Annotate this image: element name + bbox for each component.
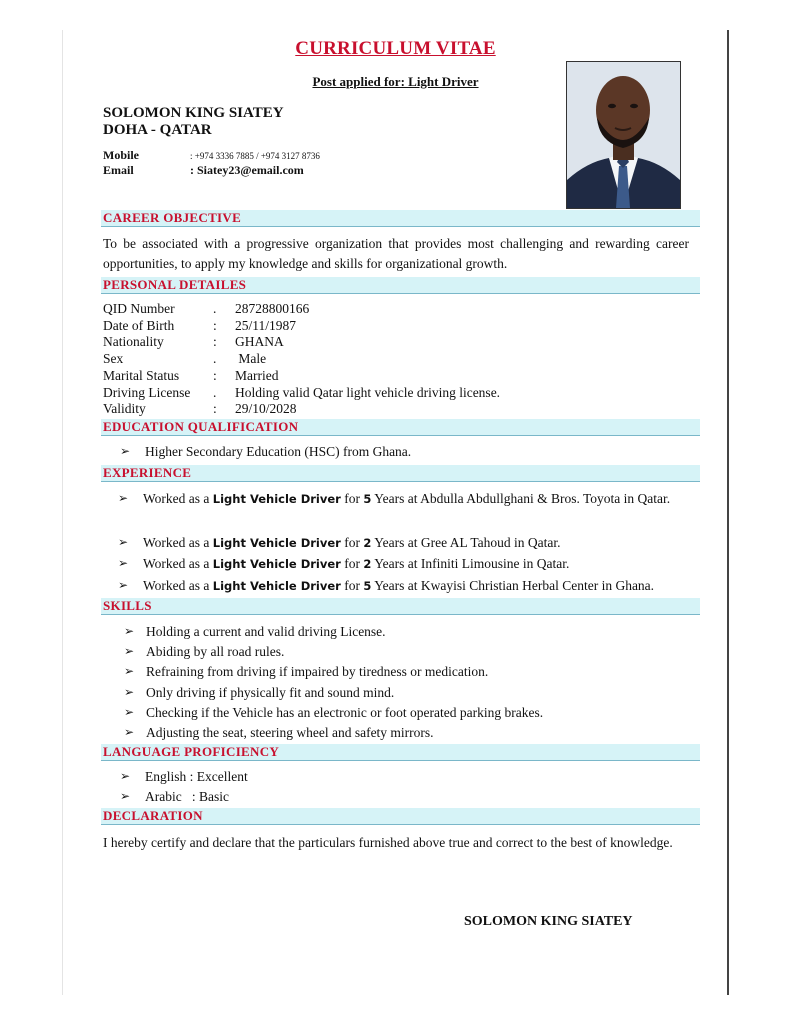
detail-label: Date of Birth: [103, 317, 175, 333]
personal-detail-row: [103, 385, 500, 402]
experience-highlight: Light Vehicle Driver: [212, 492, 341, 506]
experience-item: [118, 488, 692, 511]
profile-photo: [566, 61, 681, 209]
section-heading: SKILLS: [103, 598, 152, 613]
personal-detail-row: [103, 351, 500, 368]
detail-value: 28728800166: [235, 301, 310, 316]
personal-details-list: [103, 301, 500, 418]
arrow-bullet-icon: ➢: [118, 578, 129, 592]
arrow-bullet-icon: ➢: [124, 704, 135, 719]
experience-fragment: for: [340, 556, 364, 571]
detail-value: 25/11/1987: [235, 317, 297, 333]
experience-text: [143, 553, 692, 576]
experience-fragment: for: [340, 491, 364, 506]
arrow-bullet-icon: ➢: [124, 624, 135, 638]
personal-detail-row: [103, 318, 500, 335]
experience-fragment: Worked as a: [143, 556, 213, 571]
experience-fragment: Years at Infiniti Limousine in Qatar.: [371, 556, 570, 571]
email-label: Email: [103, 163, 134, 177]
language-text: Arabic : Basic: [145, 789, 229, 804]
arrow-bullet-icon: ➢: [124, 644, 135, 659]
section-heading: CAREER OBJECTIVE: [103, 210, 242, 225]
arrow-bullet-icon: ➢: [118, 535, 129, 549]
arrow-bullet-icon: ➢: [124, 725, 135, 739]
language-text: English : Excellent: [145, 769, 248, 784]
declaration-text: I hereby certify and declare that the particulars furnished above true and correct to the best of knowledge.: [103, 835, 673, 850]
experience-highlight: 5: [363, 579, 372, 593]
detail-label: Driving License: [103, 384, 191, 400]
arrow-bullet-icon: ➢: [124, 684, 135, 699]
experience-item: [118, 575, 692, 598]
detail-value: GHANA: [235, 334, 284, 350]
detail-value: 29/10/2028: [235, 401, 297, 417]
experience-fragment: for: [340, 535, 364, 550]
section-skills: [101, 598, 700, 615]
detail-value: Holding valid Qatar light vehicle driving license.: [235, 384, 501, 400]
section-heading: EDUCATION QUALIFICATION: [103, 419, 299, 434]
skill-text: Abiding by all road rules.: [146, 644, 285, 660]
experience-highlight: 5: [363, 492, 372, 506]
detail-separator: :: [213, 317, 217, 333]
experience-fragment: Worked as a: [143, 578, 213, 593]
detail-label: Validity: [103, 401, 146, 417]
experience-fragment: Worked as a: [143, 535, 213, 550]
experience-item: [118, 553, 692, 576]
document-title: CURRICULUM VITAE: [295, 38, 496, 59]
experience-highlight: Light Vehicle Driver: [212, 557, 341, 571]
detail-label: Marital Status: [103, 367, 180, 383]
personal-detail-row: [103, 401, 500, 418]
page-margin-line: [62, 30, 63, 995]
detail-value: Male: [235, 351, 267, 367]
detail-separator: :: [213, 401, 217, 417]
detail-label: Sex: [103, 351, 124, 367]
arrow-bullet-icon: ➢: [118, 491, 129, 505]
experience-highlight: Light Vehicle Driver: [212, 536, 341, 550]
section-heading: EXPERIENCE: [103, 465, 192, 480]
experience-fragment: Years at Gree AL Tahoud in Qatar.: [371, 535, 561, 550]
experience-highlight: 2: [363, 557, 372, 571]
personal-detail-row: [103, 301, 500, 318]
experience-highlight: 2: [363, 536, 372, 550]
experience-text: [143, 575, 692, 598]
skill-text: Holding a current and valid driving License.: [146, 624, 386, 639]
section-heading: DECLARATION: [103, 808, 203, 823]
detail-value: Married: [235, 367, 279, 383]
experience-text: [143, 488, 692, 511]
detail-separator: :: [213, 367, 217, 383]
skill-text: Refraining from driving if impaired by tiredness or medication.: [146, 664, 489, 680]
post-applied: Post applied for: Light Driver: [312, 74, 479, 89]
arrow-bullet-icon: ➢: [124, 664, 135, 679]
detail-separator: :: [213, 334, 217, 350]
section-experience: [101, 465, 700, 482]
email-value: : Siatey23@email.com: [190, 163, 304, 177]
detail-separator: .: [213, 384, 217, 400]
detail-label: QID Number: [103, 301, 175, 316]
arrow-bullet-icon: ➢: [118, 556, 129, 570]
experience-fragment: Years at Abdulla Abdullghani & Bros. Toyota in Qatar.: [371, 491, 671, 506]
mobile-value: : +974 3336 7885 / +974 3127 8736: [190, 151, 320, 161]
personal-detail-row: [103, 368, 500, 385]
page-edge-line: [727, 30, 729, 995]
section-language: [101, 744, 700, 761]
candidate-name: SOLOMON KING SIATEY: [103, 105, 284, 121]
experience-fragment: for: [340, 578, 364, 593]
arrow-bullet-icon: ➢: [120, 789, 131, 803]
arrow-bullet-icon: ➢: [120, 769, 131, 783]
section-education: [101, 419, 700, 436]
mobile-row: [103, 148, 320, 163]
detail-label: Nationality: [103, 334, 164, 350]
section-personal-details: [101, 277, 700, 294]
section-heading: LANGUAGE PROFICIENCY: [103, 744, 280, 759]
personal-detail-row: [103, 334, 500, 351]
education-item: Higher Secondary Education (HSC) from Ghana.: [145, 444, 412, 459]
arrow-bullet-icon: ➢: [120, 444, 131, 458]
section-career-objective: [101, 210, 700, 227]
career-objective-text: To be associated with a progressive organization that provides most challenging and rewarding career opportunities, to apply my knowledge and skills for organizational growth.: [103, 236, 689, 271]
experience-fragment: Worked as a: [143, 491, 213, 506]
skill-text: Only driving if physically fit and sound mind.: [146, 684, 395, 700]
experience-item: [118, 532, 692, 555]
skill-text: Checking if the Vehicle has an electronic or foot operated parking brakes.: [146, 704, 544, 720]
email-row: [103, 163, 304, 178]
section-declaration: [101, 808, 700, 825]
experience-highlight: Light Vehicle Driver: [212, 579, 341, 593]
detail-separator: .: [213, 351, 217, 367]
detail-separator: .: [213, 301, 217, 316]
experience-fragment: Years at Kwayisi Christian Herbal Center in Ghana.: [371, 578, 655, 593]
section-heading: PERSONAL DETAILES: [103, 277, 247, 292]
experience-text: [143, 532, 692, 555]
signature-name: SOLOMON KING SIATEY: [464, 914, 633, 929]
candidate-location: DOHA - QATAR: [103, 122, 212, 138]
skill-text: Adjusting the seat, steering wheel and safety mirrors.: [146, 725, 434, 740]
mobile-label: Mobile: [103, 148, 139, 162]
